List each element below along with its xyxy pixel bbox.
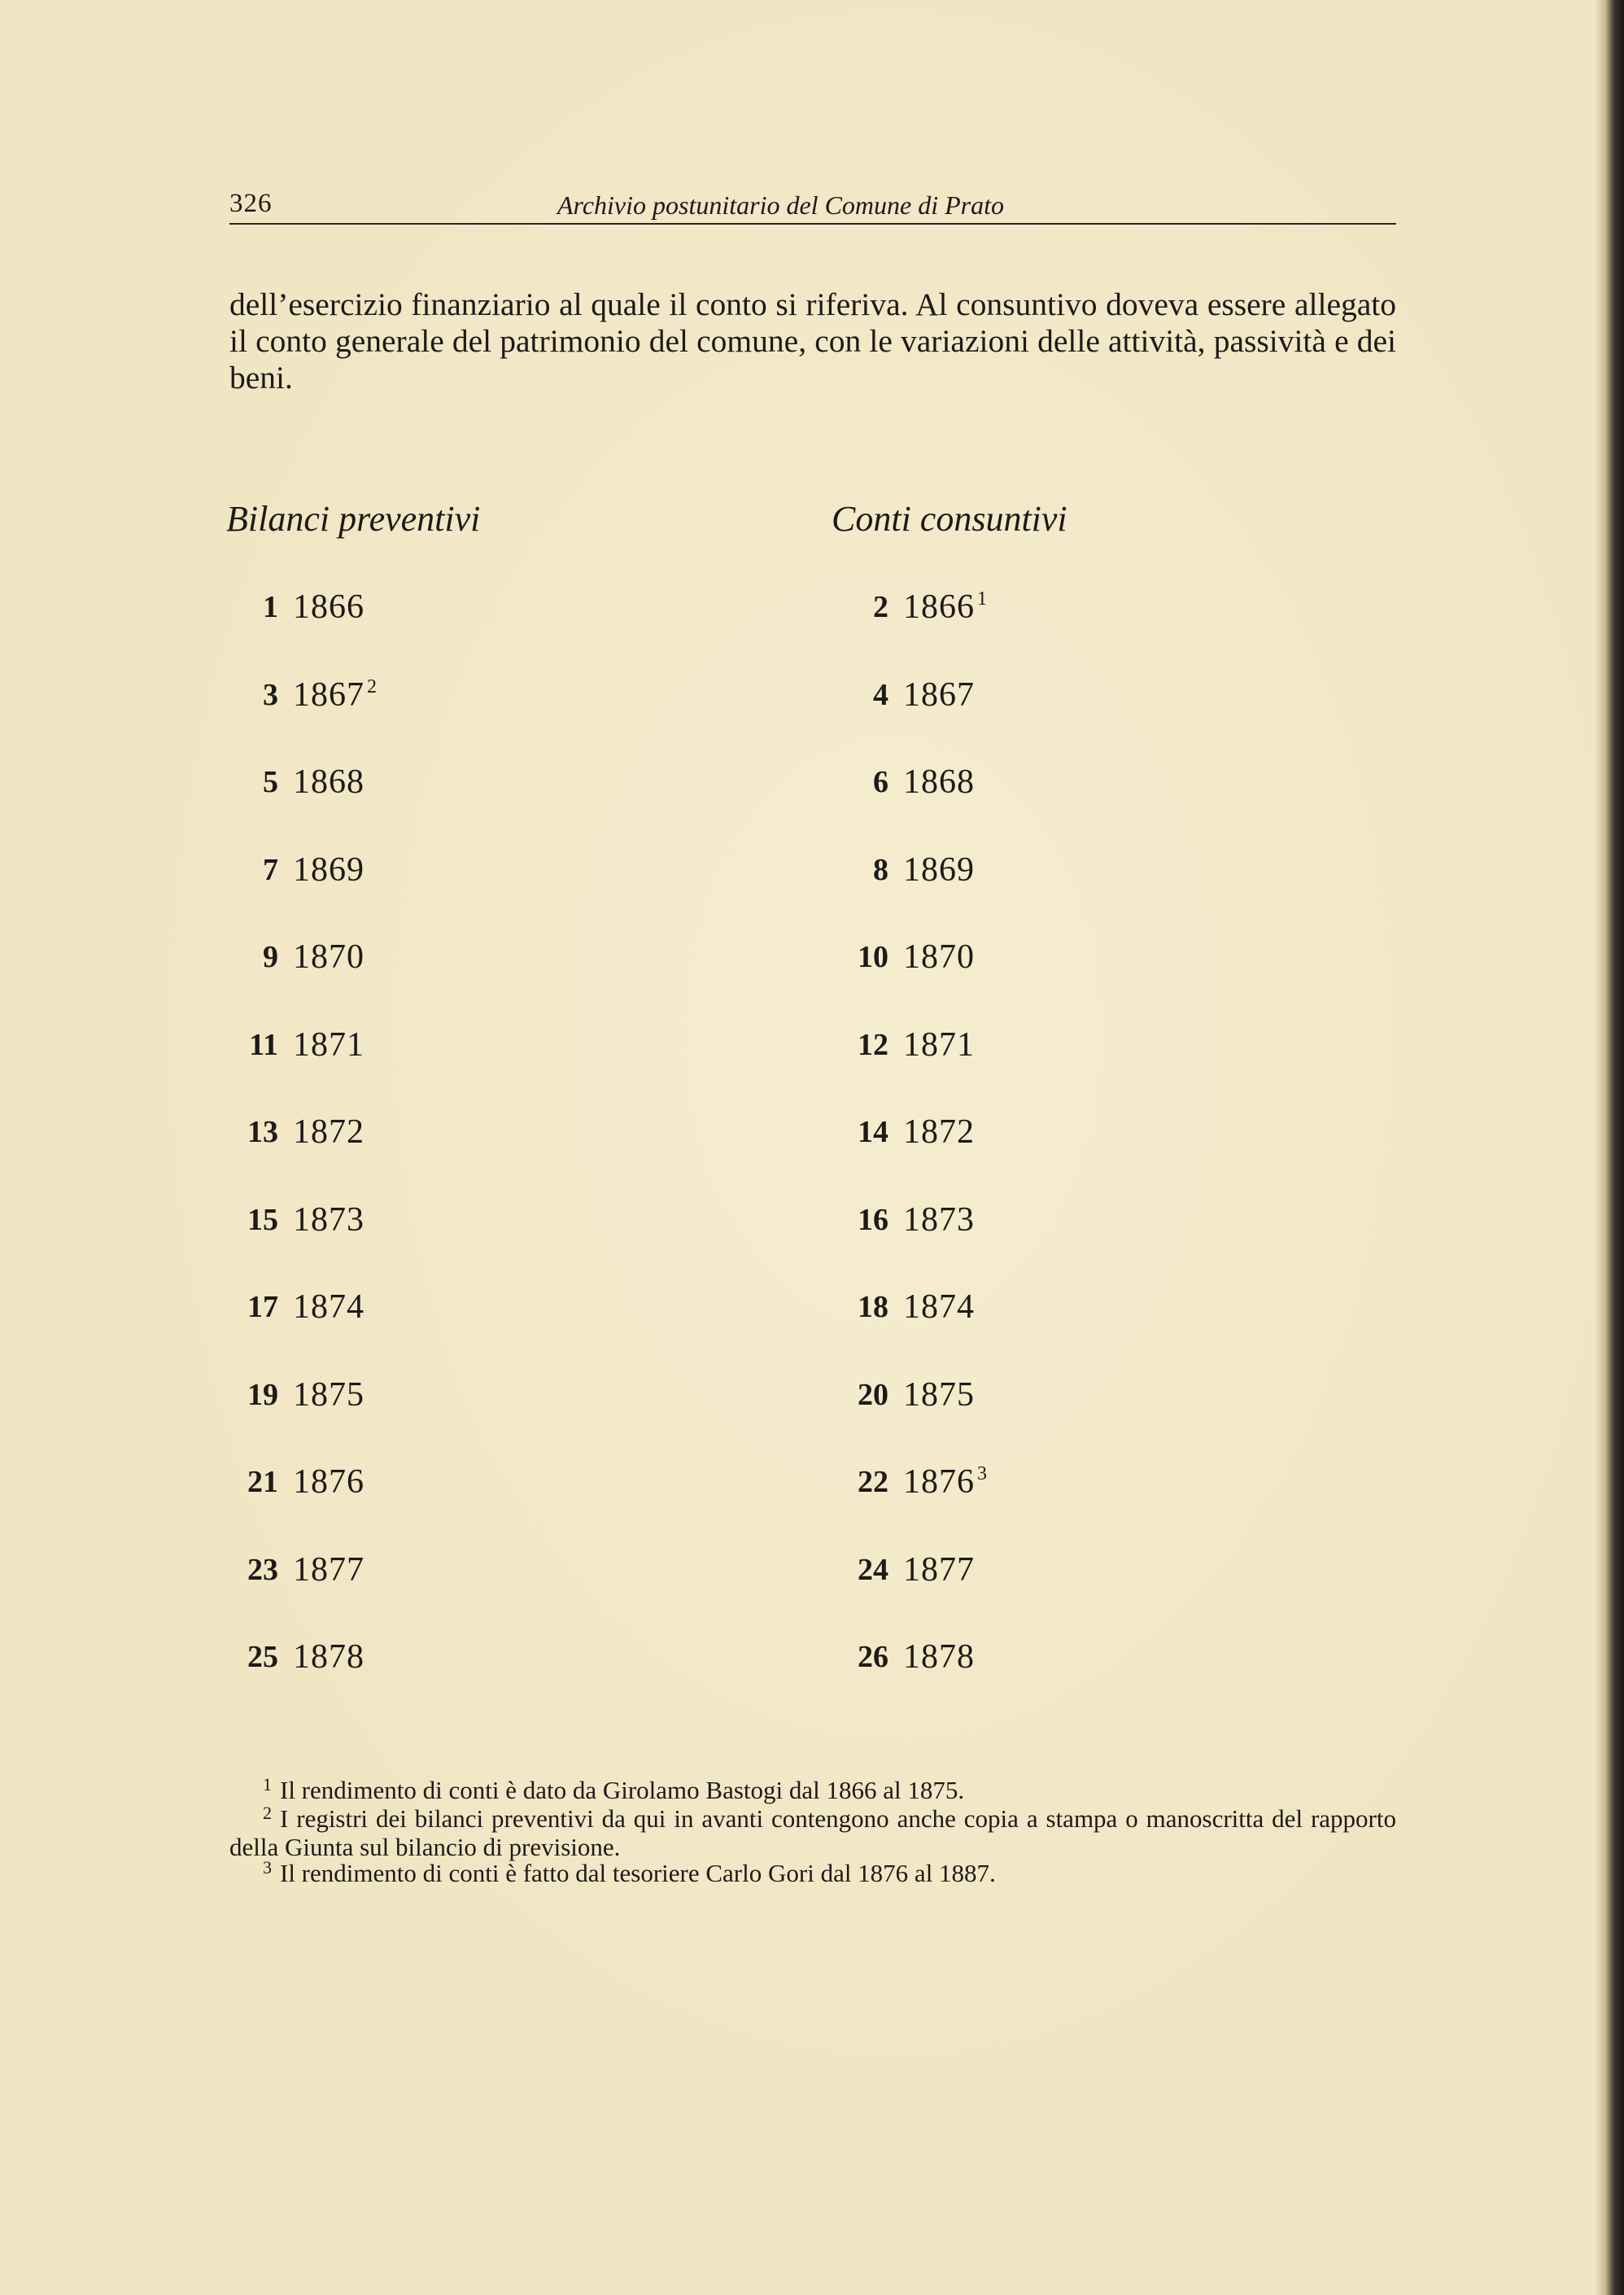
list-item-consuntivo	[832, 1634, 1092, 1680]
volume-number: 5	[263, 765, 278, 799]
list-item-consuntivo	[832, 934, 1092, 980]
footnote-text: Il rendimento di conti è fatto dal tesoriere Carlo Gori dal 1876 al 1887.	[280, 1859, 996, 1887]
volume-number: 9	[263, 940, 278, 974]
footnote-mark: 2	[263, 1803, 272, 1823]
list-item-preventivo	[221, 1634, 482, 1680]
binding-edge	[1606, 0, 1624, 2295]
volume-year: 1877	[293, 1551, 365, 1589]
column-heading-conti: Conti consuntivi	[832, 499, 1067, 539]
volume-year: 1871	[903, 1026, 975, 1064]
volume-year: 1876	[293, 1463, 365, 1501]
volume-year: 1872	[293, 1113, 365, 1151]
list-item-consuntivo	[832, 1197, 1092, 1243]
volume-number: 20	[858, 1378, 888, 1412]
volume-year: 1867 $^2$	[293, 676, 378, 714]
volume-year: 1870	[903, 938, 975, 976]
volume-number: 4	[873, 678, 888, 712]
volume-year: 1866	[293, 588, 365, 626]
list-item-consuntivo	[832, 1022, 1092, 1068]
footnote	[229, 1774, 1396, 1806]
list-item-preventivo	[221, 672, 482, 718]
list-item-preventivo	[221, 1547, 482, 1593]
volume-year: 1878	[903, 1638, 975, 1676]
volume-number: 6	[873, 765, 888, 799]
volume-year: 1874	[293, 1288, 365, 1326]
volume-number: 21	[247, 1465, 278, 1499]
volume-number: 15	[247, 1203, 278, 1237]
footnote-reference: 1	[977, 588, 988, 610]
volume-number: 18	[858, 1290, 888, 1324]
volume-year: 1866 $^1$	[903, 588, 988, 626]
volume-number: 7	[263, 853, 278, 887]
volume-number: 19	[247, 1378, 278, 1412]
list-item-consuntivo	[832, 672, 1092, 718]
list-item-consuntivo	[832, 1372, 1092, 1418]
page-edge-shadow	[1595, 0, 1606, 2295]
volume-year: 1876 $^3$	[903, 1463, 988, 1501]
footnote-mark: 1	[263, 1774, 272, 1794]
list-item-consuntivo	[832, 1284, 1092, 1330]
running-header	[229, 186, 1396, 225]
volume-number: 14	[858, 1115, 888, 1149]
list-item-consuntivo	[832, 1547, 1092, 1593]
page-number: 326	[229, 189, 273, 218]
volume-year: 1868	[293, 763, 365, 801]
volume-year: 1873	[903, 1201, 975, 1239]
footnote	[229, 1803, 1396, 1861]
column-heading-bilanci: Bilanci preventivi	[226, 499, 481, 539]
footnote-mark: 3	[263, 1857, 272, 1878]
footnote-reference: 3	[977, 1463, 988, 1484]
volume-number: 2	[873, 590, 888, 624]
footnote-reference: 2	[367, 676, 378, 697]
volume-year: 1869	[903, 851, 975, 889]
volume-number: 10	[858, 940, 888, 974]
footnote-text: I registri dei bilanci preventivi da qui in avanti contengono anche copia a stampa o manoscritta del rapporto della Giunta sul bilancio di previsione.	[229, 1804, 1396, 1861]
volume-number: 12	[858, 1028, 888, 1062]
list-item-preventivo	[221, 847, 482, 893]
list-item-consuntivo	[832, 1459, 1092, 1505]
volume-number: 13	[247, 1115, 278, 1149]
volume-year: 1874	[903, 1288, 975, 1326]
volume-year: 1870	[293, 938, 365, 976]
volume-number: 17	[247, 1290, 278, 1324]
volume-year: 1868	[903, 763, 975, 801]
footnote-text: Il rendimento di conti è dato da Girolamo Bastogi dal 1866 al 1875.	[280, 1776, 965, 1804]
volume-year: 1869	[293, 851, 365, 889]
volume-number: 11	[249, 1028, 278, 1062]
list-item-preventivo	[221, 1372, 482, 1418]
volume-year: 1877	[903, 1551, 975, 1589]
list-item-consuntivo	[832, 584, 1092, 630]
volume-number: 1	[263, 590, 278, 624]
footnote	[229, 1857, 1396, 1889]
list-item-consuntivo	[832, 1109, 1092, 1155]
volume-number: 26	[858, 1640, 888, 1674]
volume-year: 1867	[903, 676, 975, 714]
volume-number: 8	[873, 853, 888, 887]
volume-year: 1873	[293, 1201, 365, 1239]
volume-number: 23	[247, 1553, 278, 1587]
list-item-preventivo	[221, 1109, 482, 1155]
intro-paragraph: dell’esercizio finanziario al quale il conto si riferiva. Al consuntivo doveva essere allegato il conto generale del patrimonio del comune, con le variazioni delle attività, passività e dei beni.	[229, 286, 1396, 396]
volume-year: 1875	[293, 1376, 365, 1414]
volume-number: 3	[263, 678, 278, 712]
list-item-preventivo	[221, 934, 482, 980]
list-item-consuntivo	[832, 847, 1092, 893]
volume-number: 22	[858, 1465, 888, 1499]
list-item-preventivo	[221, 1284, 482, 1330]
volume-year: 1875	[903, 1376, 975, 1414]
list-item-preventivo	[221, 759, 482, 805]
list-item-preventivo	[221, 1022, 482, 1068]
footnotes	[229, 1774, 1396, 1889]
volume-year: 1871	[293, 1026, 365, 1064]
volume-year: 1872	[903, 1113, 975, 1151]
list-item-preventivo	[221, 1459, 482, 1505]
volume-number: 25	[247, 1640, 278, 1674]
volume-number: 16	[858, 1203, 888, 1237]
volume-year: 1878	[293, 1638, 365, 1676]
volume-number: 24	[858, 1553, 888, 1587]
running-title: Archivio postunitario del Comune di Prato	[557, 190, 1004, 220]
list-item-preventivo	[221, 584, 482, 630]
list-item-consuntivo	[832, 759, 1092, 805]
list-item-preventivo	[221, 1197, 482, 1243]
